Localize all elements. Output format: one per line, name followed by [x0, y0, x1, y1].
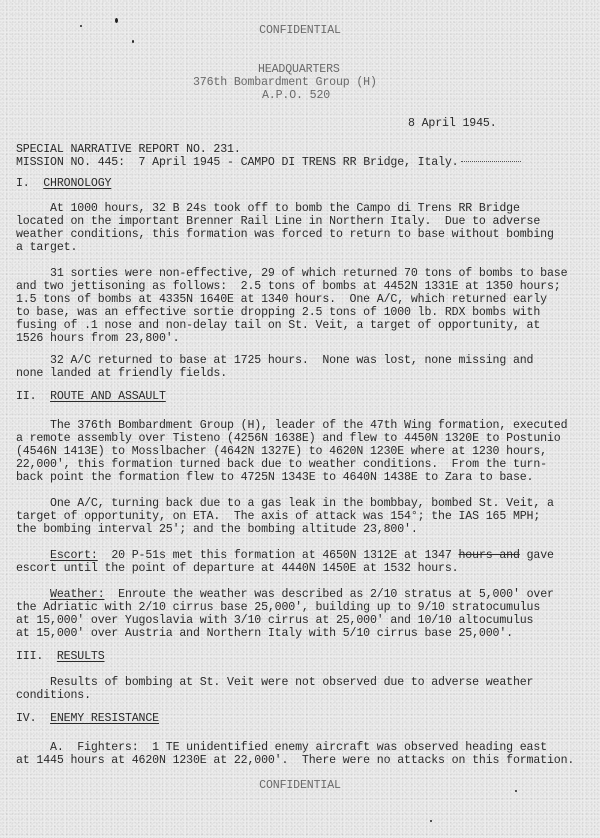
paragraph-line: target of opportunity, on ETA. The axis of attack was 154°; the IAS 165 MPH; [16, 510, 541, 523]
weather-text: Enroute the weather was described as 2/10 stratus at 5,000' over [104, 588, 554, 601]
section-title: CHRONOLOGY [43, 177, 112, 190]
weather-line [16, 588, 554, 602]
paragraph-line: 1.5 tons of bombs at 4335N 1640E at 1340 hours. One A/C, which returned early [16, 293, 547, 306]
section-numeral: I. [16, 177, 30, 190]
escort-line [16, 549, 554, 563]
section-numeral: III. [16, 650, 44, 663]
paragraph-line: weather conditions, this formation was forced to return to base without bombing [16, 228, 554, 241]
struck-text: hours and [458, 549, 520, 562]
paragraph-line: At 1000 hours, 32 B 24s took off to bomb the Campo di Trens RR Bridge [16, 202, 520, 215]
mission-line [16, 156, 521, 170]
section-heading [16, 650, 105, 664]
paragraph-line: to base, was an effective sortie dropping 2.5 tons of 1000 lb. RDX bombs with [16, 306, 541, 319]
escort-after-strike: gave [519, 549, 554, 562]
weather-label: Weather: [50, 588, 105, 601]
paragraph-line: conditions. [16, 689, 91, 702]
paragraph-line: at 15,000' over Austria and Northern Italy with 5/10 cirrus base 25,000'. [16, 627, 513, 640]
paper-speck [132, 40, 134, 43]
dotted-line [461, 161, 521, 162]
report-title: SPECIAL NARRATIVE REPORT NO. 231. [16, 143, 241, 156]
section-heading [16, 390, 166, 404]
paragraph-line: the bombing interval 25'; and the bombing altitude 23,800'. [16, 523, 418, 536]
section-title: RESULTS [56, 650, 105, 663]
paragraph-line: 31 sorties were non-effective, 29 of which returned 70 tons of bombs to base [16, 267, 568, 280]
paragraph-line: Results of bombing at St. Veit were not observed due to adverse weather [16, 676, 534, 689]
paper-speck [80, 25, 82, 27]
mission-label: MISSION NO. 445: [16, 156, 125, 169]
paragraph-line: a target. [16, 241, 78, 254]
paper-speck [430, 820, 432, 822]
section-heading [16, 712, 159, 726]
section-title: ENEMY RESISTANCE [50, 712, 159, 725]
paragraph-line: 32 A/C returned to base at 1725 hours. None was lost, none missing and [16, 354, 534, 367]
paragraph-line: A. Fighters: 1 TE unidentified enemy aircraft was observed heading east [16, 741, 547, 754]
escort-label: Escort: [50, 549, 98, 562]
paragraph-line: fusing of .1 nose and non-delay tail on St. Veit, a target of opportunity, at [16, 319, 541, 332]
paragraph-line: a remote assembly over Tisteno (4256N 1638E) and flew to 4450N 1320E to Postunio [16, 432, 561, 445]
paragraph-line: escort until the point of departure at 4440N 1450E at 1532 hours. [16, 562, 459, 575]
apo-line: A.P.O. 520 [262, 89, 331, 102]
paper-speck [115, 18, 118, 23]
report-date: 8 April 1945. [408, 117, 497, 130]
paragraph-line: The 376th Bombardment Group (H), leader of the 47th Wing formation, executed [16, 419, 568, 432]
paragraph-line: the Adriatic with 2/10 cirrus base 25,000', building up to 9/10 stratocumulus [16, 601, 541, 614]
paragraph-line: One A/C, turning back due to a gas leak in the bombbay, bombed St. Veit, a [16, 497, 554, 510]
paragraph-line: none landed at friendly fields. [16, 367, 228, 380]
paragraph-line: and two jettisoning as follows: 2.5 tons of bombs at 4452N 1331E at 1350 hours; [16, 280, 561, 293]
paragraph-line: 1526 hours from 23,800'. [16, 332, 180, 345]
paragraph-line: located on the important Brenner Rail Line in Northern Italy. Due to adverse [16, 215, 541, 228]
paragraph-line: 22,000', this formation turned back due to weather conditions. From the turn- [16, 458, 547, 471]
classification-top: CONFIDENTIAL [259, 24, 341, 37]
section-numeral: II. [16, 390, 37, 403]
paragraph-line: at 15,000' over Yugoslavia with 3/10 cirrus at 25,000' and 10/10 altocumulus [16, 614, 534, 627]
headquarters-line: HEADQUARTERS [258, 63, 340, 76]
paragraph-line: (4546N 1413E) to Mosslbacher (4642N 1327E) to 4620N 1230E where at 1230 hours, [16, 445, 547, 458]
section-numeral: IV. [16, 712, 37, 725]
paragraph-line: at 1445 hours at 4620N 1230E at 22,000'. There were no attacks on this formation. [16, 754, 575, 767]
paper-speck [515, 790, 517, 792]
section-title: ROUTE AND ASSAULT [50, 390, 166, 403]
escort-text: 20 P-51s met this formation at 4650N 1312E at 1347 [97, 549, 459, 562]
section-heading [16, 177, 111, 191]
paragraph-line: back point the formation flew to 4725N 1343E to 4640N 1438E to Zara to base. [16, 471, 534, 484]
mission-text: 7 April 1945 - CAMPO DI TRENS RR Bridge, Italy. [138, 156, 459, 169]
classification-bottom: CONFIDENTIAL [259, 779, 341, 792]
unit-line: 376th Bombardment Group (H) [193, 76, 377, 89]
